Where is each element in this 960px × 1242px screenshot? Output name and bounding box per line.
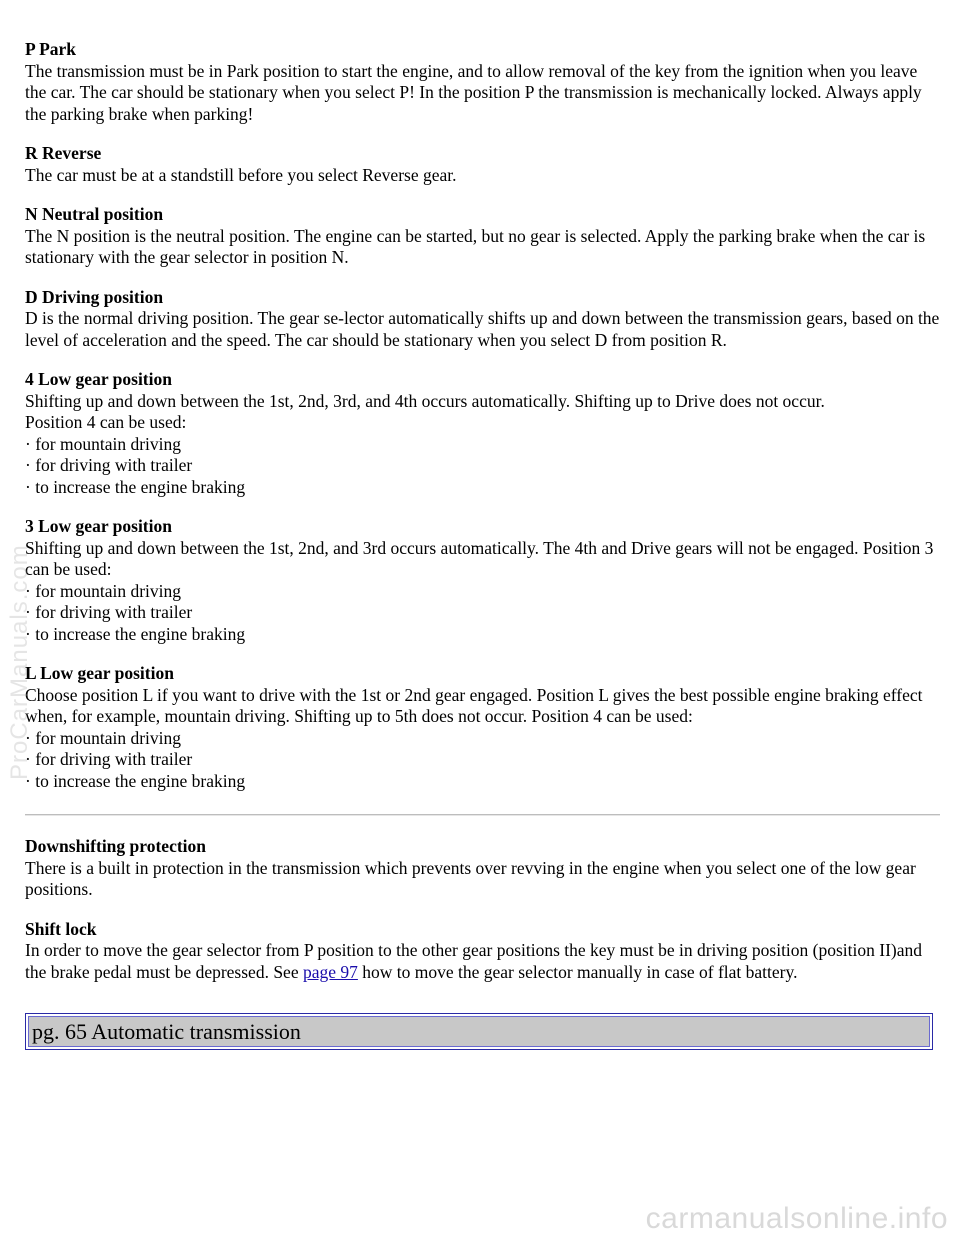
section-text: Position 4 can be used: bbox=[25, 412, 187, 432]
page-footer-bar bbox=[25, 1013, 933, 1050]
section-downshift-protection bbox=[25, 836, 940, 901]
section-text: Shifting up and down between the 1st, 2nd, and 3rd occurs automatically. The 4th and Drive gears will not be engaged. Position 3 can be used: bbox=[25, 537, 934, 579]
shift-lock-text-after: how to move the gear selector manually in case of flat battery. bbox=[357, 961, 798, 982]
section-title: D Driving position bbox=[25, 286, 164, 307]
section-gear-4 bbox=[25, 369, 940, 498]
section-gear-3 bbox=[25, 516, 940, 645]
section-drive bbox=[25, 287, 940, 352]
list-item: · for mountain driving bbox=[25, 580, 182, 601]
list-item: · to increase the engine braking bbox=[25, 476, 246, 497]
list-item: · to increase the engine braking bbox=[25, 770, 246, 791]
section-title: 4 Low gear position bbox=[25, 369, 172, 389]
section-title: 3 Low gear position bbox=[25, 516, 172, 536]
section-title: R Reverse bbox=[25, 143, 102, 163]
watermark-left: ProCarManuals.com bbox=[6, 544, 33, 780]
section-text: Choose position L if you want to drive with the 1st or 2nd gear engaged. Position L gives the best possible engine braking effect when, for example, mountain driving. Shifting up to 5th does not occur. Position 4 can be used: bbox=[25, 684, 923, 726]
list-item: · to increase the engine braking bbox=[25, 623, 246, 644]
shift-lock-text-before: In order to move the gear selector from P position to the other gear positions the key must be in driving position (position II)and the brake pedal must be depressed. See bbox=[25, 940, 923, 982]
section-title: Downshifting protection bbox=[25, 836, 207, 856]
section-title: Shift lock bbox=[25, 918, 97, 939]
section-text: The transmission must be in Park position to start the engine, and to allow removal of the key from the ignition when you leave the car. The car should be stationary when you select P! In the position P the transmission is mechanically locked. Always apply the parking brake when parking! bbox=[25, 60, 922, 124]
section-text: D is the normal driving position. The gear se-lector automatically shifts up and down between the transmission gears, based on the level of acceleration and the speed. The car should be stationary when you select D from position R. bbox=[25, 308, 940, 350]
list-item: · for driving with trailer bbox=[25, 749, 193, 769]
section-park bbox=[25, 39, 940, 125]
section-reverse bbox=[25, 143, 940, 186]
section-gear-l bbox=[25, 663, 940, 792]
list-item: · for mountain driving bbox=[25, 433, 182, 454]
page-97-link[interactable]: page 97 bbox=[302, 961, 358, 982]
section-title: L Low gear position bbox=[25, 663, 174, 683]
section-text: Shifting up and down between the 1st, 2nd, 3rd, and 4th occurs automatically. Shifting up to Drive does not occur. bbox=[25, 390, 825, 411]
list-item: · for mountain driving bbox=[25, 727, 182, 748]
section-text: The N position is the neutral position. The engine can be started, but no gear is selected. Apply the parking brake when the car is stationary with the gear selector in position N. bbox=[25, 225, 926, 267]
watermark-bottom: carmanualsonline.info bbox=[645, 1202, 948, 1235]
section-neutral bbox=[25, 204, 940, 269]
list-item: · for driving with trailer bbox=[25, 455, 193, 475]
section-divider bbox=[25, 814, 940, 816]
section-text: There is a built in protection in the transmission which prevents over revving in the engine when you select one of the low gear positions. bbox=[25, 857, 916, 899]
section-text: The car must be at a standstill before you select Reverse gear. bbox=[25, 164, 457, 185]
document-body bbox=[25, 39, 940, 1001]
section-text bbox=[25, 940, 940, 983]
section-title: P Park bbox=[25, 39, 77, 59]
section-shift-lock bbox=[25, 919, 940, 984]
page-footer-label: pg. 65 Automatic transmission bbox=[28, 1016, 930, 1047]
list-item: · for driving with trailer bbox=[25, 602, 193, 622]
section-title: N Neutral position bbox=[25, 204, 164, 224]
